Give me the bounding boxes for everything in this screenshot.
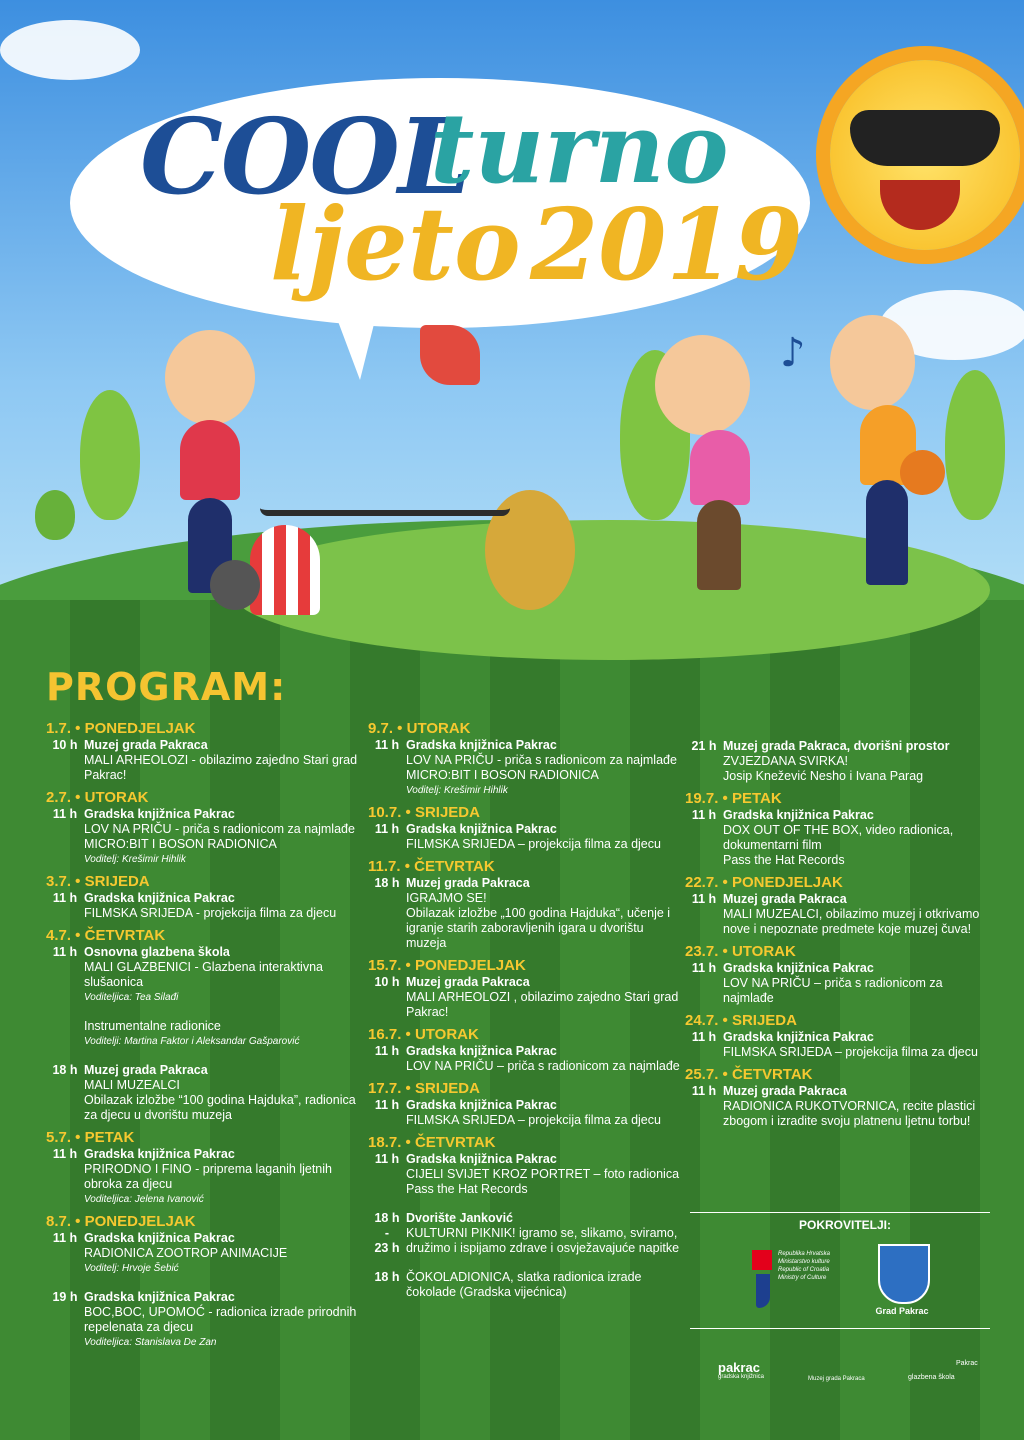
program-entry — [368, 1044, 683, 1074]
entry-text: LOV NA PRIČU – priča s radionicom za najmlađe — [723, 976, 943, 1005]
sunglasses-icon — [850, 110, 1000, 166]
entry-place: Gradska knjižnica Pakrac — [406, 738, 557, 752]
spacer — [46, 1005, 366, 1018]
title-ljeto: ljeto — [270, 185, 521, 303]
program-entry — [685, 739, 995, 784]
entry-text: Instrumentalne radionice — [84, 1019, 221, 1033]
day-heading: 4.7. • ČETVRTAK — [46, 927, 166, 944]
entry-time: 18 h — [374, 876, 400, 890]
tree — [35, 490, 75, 540]
day-heading: 17.7. • SRIJEDA — [368, 1080, 480, 1097]
program-entry — [46, 807, 366, 867]
entry-place: Muzej grada Pakraca — [723, 892, 847, 906]
entry-time: 11 h — [691, 1030, 717, 1044]
entry-time: 11 h — [52, 1231, 78, 1245]
ministry-logo — [752, 1250, 772, 1270]
entry-place: Gradska knjižnica Pakrac — [406, 822, 557, 836]
program-entry — [46, 1231, 366, 1276]
entry-place: Gradska knjižnica Pakrac — [84, 1147, 235, 1161]
entry-time: 11 h — [52, 1147, 78, 1161]
logo-glazbena-skola: glazbena škola — [908, 1374, 955, 1381]
ministry-logo-mark — [756, 1274, 770, 1308]
entry-leader: Voditelj: Krešimir Hihlik — [406, 785, 508, 796]
program-entry — [685, 808, 995, 868]
entry-body — [723, 1084, 995, 1129]
entry-text: MALI ARHEOLOZI - obilazimo zajedno Stari grad Pakrac! — [84, 753, 358, 782]
popcorn-icon — [250, 525, 320, 615]
entry-place: Gradska knjižnica Pakrac — [84, 1290, 235, 1304]
entry-place: Gradska knjižnica Pakrac — [723, 1030, 874, 1044]
entry-place: Gradska knjižnica Pakrac — [406, 1152, 557, 1166]
sponsors-section — [690, 1210, 1000, 1400]
entry-body — [723, 739, 949, 784]
entry-text: MALI ARHEOLOZI , obilazimo zajedno Stari grad Pakrac! — [406, 990, 679, 1019]
entry-time: 18 h — [52, 1063, 78, 1077]
basketball-icon — [900, 450, 945, 495]
entry-text: ZVJEZDANA SVIRKA! Josip Knežević Nesho i Ivana Parag — [723, 754, 924, 783]
entry-text: LOV NA PRIČU - priča s radionicom za najmlađe MICRO:BIT I BOSON RADIONICA — [84, 822, 355, 851]
entry-time: 18 h - 23 h — [374, 1211, 400, 1255]
program-entry — [368, 1098, 683, 1128]
program-entry — [46, 738, 366, 783]
program-entry — [685, 1030, 995, 1060]
sponsors-title: POKROVITELJI: — [798, 1218, 891, 1232]
program-entry — [368, 738, 683, 798]
day-heading: 9.7. • UTORAK — [368, 720, 471, 737]
entry-body — [723, 808, 995, 868]
ministry-text: Republika Hrvatska Ministarstvo kulture Republic of Croatia Ministry of Culture — [778, 1251, 831, 1281]
entry-text: KULTURNI PIKNIK! igramo se, slikamo, sviramo, družimo i ispijamo zdrave i osvježavajuće napitke — [406, 1226, 680, 1255]
entry-body — [723, 1030, 978, 1060]
program-column-2 — [368, 720, 683, 1306]
entry-place: Muzej grada Pakraca — [84, 738, 208, 752]
title-turno: turno — [430, 92, 729, 205]
day-heading: 5.7. • PETAK — [46, 1129, 135, 1146]
entry-text: CIJELI SVIJET KROZ PORTRET – foto radionica Pass the Hat Records — [406, 1167, 680, 1196]
spacer — [368, 1197, 683, 1210]
girl-left-body — [180, 420, 240, 500]
program-entry — [368, 822, 683, 852]
entry-time: 11 h — [691, 808, 717, 822]
film-reel-icon — [210, 560, 260, 610]
divider — [690, 1212, 990, 1213]
girl-guitar-body — [690, 430, 750, 505]
entry-place: Gradska knjižnica Pakrac — [84, 807, 235, 821]
girl-guitar-head — [655, 335, 750, 435]
entry-text: BOC,BOC, UPOMOĆ - radionica izrade prirodnih repelenata za djecu — [84, 1305, 357, 1334]
entry-time: 18 h — [374, 1270, 400, 1284]
entry-time: 19 h — [52, 1290, 78, 1304]
girl-guitar-legs — [697, 500, 741, 590]
entry-body — [84, 1231, 287, 1276]
entry-time: 11 h — [374, 1098, 400, 1112]
grad-pakrac-crest — [878, 1244, 930, 1304]
day-heading: 16.7. • UTORAK — [368, 1026, 479, 1043]
entry-body — [406, 1098, 661, 1128]
program-entry — [368, 1152, 683, 1197]
entry-place: Osnovna glazbena škola — [84, 945, 230, 959]
day-heading: 3.7. • SRIJEDA — [46, 873, 150, 890]
program-entry — [46, 945, 366, 1005]
entry-text: LOV NA PRIČU - priča s radionicom za najmlađe MICRO:BIT I BOSON RADIONICA — [406, 753, 677, 782]
grad-pakrac-label: Grad Pakrac — [875, 1306, 929, 1316]
entry-place: Muzej grada Pakraca, dvorišni prostor — [723, 739, 950, 753]
entry-text: ČOKOLADIONICA, slatka radionica izrade čokolade (Gradska vijećnica) — [406, 1270, 642, 1299]
program-entry — [685, 892, 995, 937]
day-heading: 8.7. • PONEDJELJAK — [46, 1213, 196, 1230]
day-heading: 10.7. • SRIJEDA — [368, 804, 480, 821]
entry-leader: Voditelj: Hrvoje Šebić — [84, 1263, 179, 1274]
entry-place: Gradska knjižnica Pakrac — [723, 961, 874, 975]
entry-place: Muzej grada Pakraca — [723, 1084, 847, 1098]
day-heading: 23.7. • UTORAK — [685, 943, 796, 960]
program-column-1 — [46, 720, 366, 1356]
program-entry — [368, 975, 683, 1020]
music-note-icon: ♪ — [780, 330, 806, 376]
spacer — [368, 1256, 683, 1269]
speech-bubble-tail — [330, 300, 380, 380]
entry-place: Gradska knjižnica Pakrac — [84, 1231, 235, 1245]
entry-place: Muzej grada Pakraca — [406, 876, 530, 890]
entry-text: FILMSKA SRIJEDA - projekcija filma za djecu — [84, 906, 337, 920]
entry-text: MALI MUZEALCI, obilazimo muzej i otkrivamo nove i nepoznate predmete koje muzej čuva! — [723, 907, 980, 936]
logo-gradska-knjiznica: pakrac — [718, 1360, 760, 1375]
entry-body — [84, 807, 355, 867]
program-entry — [685, 961, 995, 1006]
entry-body — [406, 876, 683, 951]
entry-text: PRIRODNO I FINO - priprema laganih ljetnih obroka za djecu — [84, 1162, 332, 1191]
entry-time: 10 h — [374, 975, 400, 989]
entry-time: 21 h — [691, 739, 717, 753]
spacer — [46, 1276, 366, 1289]
entry-text: FILMSKA SRIJEDA – projekcija filma za djecu — [406, 837, 661, 851]
program-entry — [46, 1147, 366, 1207]
entry-time: 10 h — [52, 738, 78, 752]
entry-body — [406, 738, 677, 798]
entry-text: LOV NA PRIČU – priča s radionicom za najmlađe — [406, 1059, 680, 1073]
entry-leader: Voditelj: Krešimir Hihlik — [84, 854, 186, 865]
spacer — [46, 1350, 366, 1356]
girl-left-head — [165, 330, 255, 425]
entry-text: DOX OUT OF THE BOX, video radionica, dokumentarni film Pass the Hat Records — [723, 823, 954, 867]
spacer — [685, 1129, 995, 1135]
entry-place: Gradska knjižnica Pakrac — [723, 808, 874, 822]
program-column-3 — [685, 738, 995, 1135]
entry-place: Muzej grada Pakraca — [406, 975, 530, 989]
day-heading: 1.7. • PONEDJELJAK — [46, 720, 196, 737]
entry-leader: Voditeljica: Tea Silađi — [84, 992, 179, 1003]
program-heading: PROGRAM: — [46, 665, 287, 709]
entry-body — [723, 961, 995, 1006]
entry-body — [406, 822, 661, 852]
entry-time: 11 h — [374, 1044, 400, 1058]
entry-place: Gradska knjižnica Pakrac — [84, 891, 235, 905]
entry-leader: Voditelji: Martina Faktor i Aleksandar Gašparović — [84, 1036, 300, 1047]
entry-time — [46, 1019, 84, 1049]
entry-time: 11 h — [52, 807, 78, 821]
program-entry — [685, 1084, 995, 1129]
logo-muzej: Muzej grada Pakraca — [808, 1376, 865, 1382]
spacer — [368, 1300, 683, 1306]
entry-body — [406, 1152, 683, 1197]
entry-place: Muzej grada Pakraca — [84, 1063, 208, 1077]
entry-body — [84, 1063, 366, 1123]
entry-time: 11 h — [374, 1152, 400, 1166]
entry-body — [406, 975, 683, 1020]
entry-text: FILMSKA SRIJEDA – projekcija filma za djecu — [406, 1113, 661, 1127]
entry-body — [84, 1290, 366, 1350]
entry-time: 11 h — [374, 738, 400, 752]
entry-body — [84, 945, 366, 1005]
tree — [80, 390, 140, 520]
program-entry — [368, 1211, 683, 1256]
entry-body — [723, 892, 995, 937]
entry-text: FILMSKA SRIJEDA – projekcija filma za djecu — [723, 1045, 978, 1059]
day-heading: 15.7. • PONEDJELJAK — [368, 957, 526, 974]
entry-time: 11 h — [691, 1084, 717, 1098]
spacer — [46, 1049, 366, 1062]
day-heading: 11.7. • ČETVRTAK — [368, 858, 495, 875]
entry-text: MALI MUZEALCI Obilazak izložbe “100 godina Hajduka”, radionica za djecu u dvorištu muzeja — [84, 1078, 356, 1122]
bicycles-kids — [260, 400, 510, 516]
entry-place: Gradska knjižnica Pakrac — [406, 1044, 557, 1058]
entry-text: IGRAJMO SE! Obilazak izložbe „100 godina Hajduka“, učenje i igranje starih zaboravljenih igara u dvorištu muzeja — [406, 891, 671, 950]
entry-text: RADIONICA RUKOTVORNICA, recite plastici zbogom i izradite svoju platnenu ljetnu torbu! — [723, 1099, 976, 1128]
entry-body — [406, 1270, 683, 1300]
day-heading: 2.7. • UTORAK — [46, 789, 149, 806]
title-cool: COOL — [140, 95, 470, 218]
entry-body — [84, 891, 336, 921]
divider — [690, 1328, 990, 1329]
entry-leader: Voditeljica: Stanislava De Zan — [84, 1337, 217, 1348]
entry-text: MALI GLAZBENICI - Glazbena interaktivna slušaonica — [84, 960, 323, 989]
title-year: 2019 — [530, 188, 803, 303]
entry-body — [406, 1211, 683, 1256]
entry-time: 11 h — [52, 945, 78, 959]
entry-body — [84, 738, 366, 783]
program-entry — [368, 876, 683, 951]
entry-place: Dvorište Janković — [406, 1211, 513, 1225]
day-heading: 25.7. • ČETVRTAK — [685, 1066, 813, 1083]
entry-body — [84, 1019, 299, 1049]
girl-right-head — [830, 315, 915, 410]
entry-time: 11 h — [52, 891, 78, 905]
day-heading: 19.7. • PETAK — [685, 790, 782, 807]
program-entry — [368, 1270, 683, 1300]
entry-body — [84, 1147, 366, 1207]
entry-place: Gradska knjižnica Pakrac — [406, 1098, 557, 1112]
program-entry — [46, 1019, 366, 1049]
entry-text: RADIONICA ZOOTROP ANIMACIJE — [84, 1246, 288, 1260]
entry-time: 11 h — [691, 961, 717, 975]
program-entry — [46, 1063, 366, 1123]
entry-body — [406, 1044, 680, 1074]
day-heading: 22.7. • PONEDJELJAK — [685, 874, 843, 891]
kite-icon — [420, 325, 480, 385]
girl-right-legs — [866, 480, 908, 585]
day-heading: 24.7. • SRIJEDA — [685, 1012, 797, 1029]
logo-glazbena-skola-side: Pakrac — [956, 1360, 978, 1367]
day-heading: 18.7. • ČETVRTAK — [368, 1134, 496, 1151]
logo-gradska-knjiznica-sub: gradska knjižnica — [718, 1374, 765, 1380]
entry-time: 11 h — [374, 822, 400, 836]
cloud — [0, 20, 140, 80]
program-entry — [46, 1290, 366, 1350]
program-entry — [46, 891, 366, 921]
entry-time: 11 h — [691, 892, 717, 906]
entry-leader: Voditeljica: Jelena Ivanović — [84, 1194, 204, 1205]
tree — [945, 370, 1005, 520]
